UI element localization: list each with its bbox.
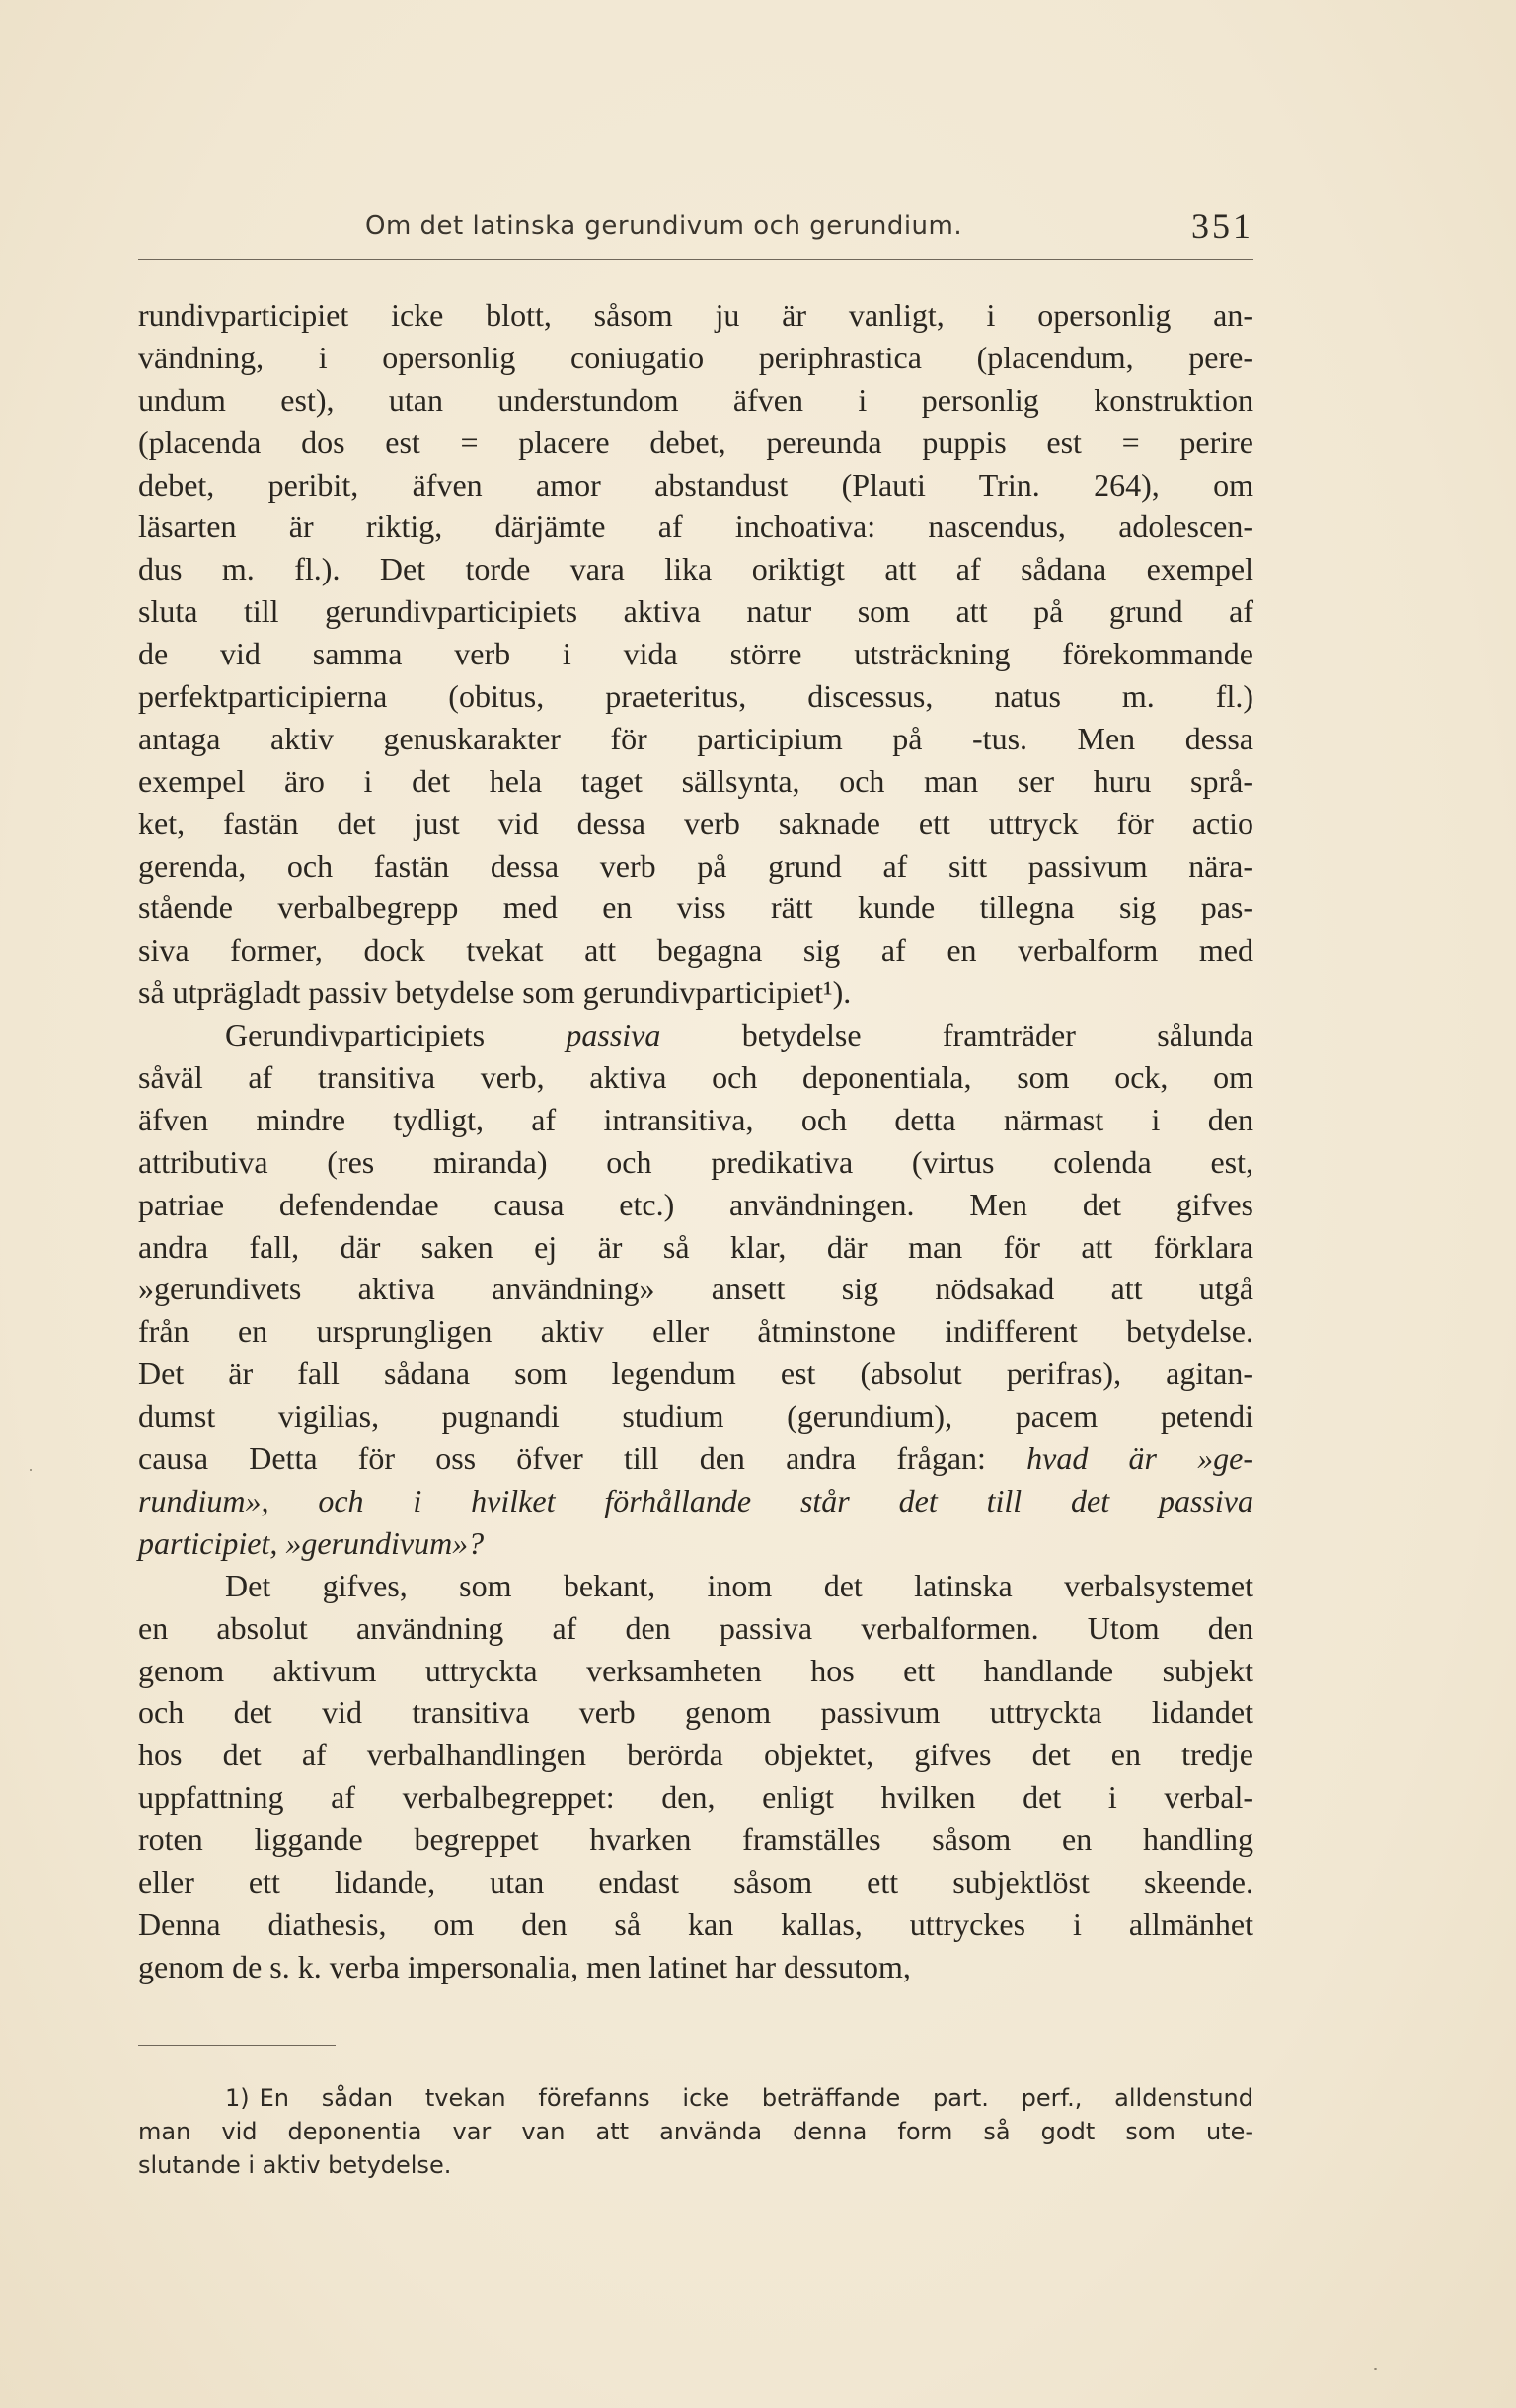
line-text: de vid samma verb i vida större utsträckning förekommande bbox=[138, 636, 1253, 672]
line-text: siva former, dock tvekat att begagna sig af en verbalform med bbox=[138, 932, 1253, 969]
line-italic-text: participiet, »gerundivum»? bbox=[138, 1524, 485, 1561]
text-line bbox=[138, 1946, 1253, 1988]
footnote-line bbox=[138, 2148, 1253, 2182]
line-text: causa Detta för oss öfver till den andra frågan: bbox=[138, 1440, 1027, 1477]
text-line bbox=[138, 1522, 1253, 1565]
text-line bbox=[138, 633, 1253, 675]
text-line bbox=[138, 1861, 1253, 1903]
text-line bbox=[138, 590, 1253, 633]
text-line bbox=[138, 1437, 1253, 1480]
text-line bbox=[138, 1565, 1253, 1607]
line-text: (placenda dos est = placere debet, pereunda puppis est = perire bbox=[138, 424, 1253, 460]
line-text: Gerundivparticipiets bbox=[225, 1017, 567, 1053]
text-line bbox=[138, 548, 1253, 590]
text-line bbox=[138, 1310, 1253, 1353]
line-text: uppfattning af verbalbegreppet: den, enligt hvilken det i verbal- bbox=[138, 1779, 1253, 1816]
line-text: såväl af transitiva verb, aktiva och deponentiala, som ock, om bbox=[138, 1059, 1253, 1096]
text-line bbox=[138, 1184, 1253, 1226]
line-text: dumst vigilias, pugnandi studium (gerundium), pacem petendi bbox=[138, 1398, 1253, 1435]
running-head bbox=[138, 203, 1253, 260]
line-text: roten liggande begreppet hvarken framställes såsom en handling bbox=[138, 1822, 1253, 1858]
text-line bbox=[138, 1268, 1253, 1310]
text-line bbox=[138, 845, 1253, 888]
text-line bbox=[138, 1353, 1253, 1395]
text-line bbox=[138, 337, 1253, 379]
text-line bbox=[138, 1480, 1253, 1522]
text-line bbox=[138, 464, 1253, 506]
line-text: Denna diathesis, om den så kan kallas, uttryckes i allmänhet bbox=[138, 1905, 1253, 1942]
line-text: attributiva (res miranda) och predikativa (virtus colenda est, bbox=[138, 1143, 1253, 1180]
footnote-rule bbox=[138, 2045, 336, 2046]
line-text: en absolut användning af den passiva verbalformen. Utom den bbox=[138, 1609, 1253, 1646]
line-text: genom de s. k. verba impersonalia, men latinet har dessutom, bbox=[138, 1948, 911, 1984]
line-text: »gerundivets aktiva användning» ansett sig nödsakad att utgå bbox=[138, 1271, 1253, 1307]
line-text: antaga aktiv genuskarakter för participium på -tus. Men dessa bbox=[138, 720, 1253, 756]
footnote-text: man vid deponentia var van att använda denna form så godt som ute- bbox=[138, 2118, 1253, 2145]
line-italic-text: hvad är »ge- bbox=[1026, 1440, 1254, 1477]
line-italic-text: rundium», och i hvilket förhållande står det till det passiva bbox=[138, 1482, 1253, 1518]
text-line bbox=[138, 294, 1253, 337]
line-text: Det gifves, som bekant, inom det latinska verbalsystemet bbox=[225, 1567, 1253, 1603]
text-line bbox=[138, 1734, 1253, 1776]
text-line bbox=[138, 1819, 1253, 1861]
line-text: betydelse framträder sålunda bbox=[660, 1017, 1254, 1053]
text-line bbox=[138, 1650, 1253, 1692]
line-text: genom aktivum uttryckta verksamheten hos ett handlande subjekt bbox=[138, 1652, 1253, 1688]
line-text: läsarten är riktig, därjämte af inchoativa: nascendus, adolescen- bbox=[138, 508, 1253, 545]
text-line bbox=[138, 929, 1253, 971]
line-text: undum est), utan understundom äfven i personlig konstruktion bbox=[138, 381, 1253, 418]
text-line bbox=[138, 1141, 1253, 1184]
text-line bbox=[138, 1056, 1253, 1099]
line-text: rundivparticipiet icke blott, såsom ju är vanligt, i opersonlig an- bbox=[138, 297, 1253, 333]
line-text: sluta till gerundivparticipiets aktiva natur som att på grund af bbox=[138, 593, 1253, 630]
footnote-text: En sådan tvekan förefanns icke beträffande part. perf., alldenstund bbox=[259, 2084, 1253, 2112]
line-text: debet, peribit, äfven amor abstandust (Plauti Trin. 264), om bbox=[138, 466, 1253, 503]
text-line bbox=[138, 760, 1253, 803]
footnotes bbox=[138, 2081, 1253, 2182]
footnote-text: slutande i aktiv betydelse. bbox=[138, 2151, 452, 2179]
text-line bbox=[138, 971, 1253, 1014]
text-line bbox=[138, 422, 1253, 464]
line-text: och det vid transitiva verb genom passivum uttryckta lidandet bbox=[138, 1694, 1253, 1731]
line-text: exempel äro i det hela taget sällsynta, och man ser huru språ- bbox=[138, 762, 1253, 799]
speck bbox=[1374, 2368, 1377, 2370]
line-italic-text: passiva bbox=[566, 1017, 661, 1053]
line-text: Det är fall sådana som legendum est (absolut perifras), agitan- bbox=[138, 1356, 1253, 1392]
text-line bbox=[138, 1395, 1253, 1437]
line-text: eller ett lidande, utan endast såsom ett subjektlöst skeende. bbox=[138, 1863, 1253, 1900]
line-text: perfektparticipierna (obitus, praeteritus, discessus, natus m. fl.) bbox=[138, 678, 1253, 715]
line-text: från en ursprungligen aktiv eller åtminstone indifferent betydelse. bbox=[138, 1313, 1253, 1350]
text-line bbox=[138, 379, 1253, 422]
line-text: patriae defendendae causa etc.) användningen. Men det gifves bbox=[138, 1186, 1253, 1222]
text-line bbox=[138, 1776, 1253, 1819]
page-number: 351 bbox=[1191, 206, 1253, 246]
line-text: hos det af verbalhandlingen berörda objektet, gifves det en tredje bbox=[138, 1737, 1253, 1773]
text-line bbox=[138, 803, 1253, 845]
body-text bbox=[138, 294, 1253, 1988]
speck bbox=[30, 1469, 32, 1471]
line-text: dus m. fl.). Det torde vara lika oriktigt att af sådana exempel bbox=[138, 551, 1253, 587]
text-line bbox=[138, 887, 1253, 929]
line-text: äfven mindre tydligt, af intransitiva, och detta närmast i den bbox=[138, 1101, 1253, 1137]
text-line bbox=[138, 718, 1253, 760]
footnote-line bbox=[138, 2081, 1253, 2115]
footnote-marker: 1) bbox=[225, 2084, 250, 2112]
line-text: så utprägladt passiv betydelse som gerundivparticipiet¹). bbox=[138, 974, 852, 1011]
text-line bbox=[138, 1226, 1253, 1269]
text-line bbox=[138, 1607, 1253, 1650]
text-line bbox=[138, 1099, 1253, 1141]
line-text: gerenda, och fastän dessa verb på grund af sitt passivum nära- bbox=[138, 847, 1253, 884]
text-line bbox=[138, 675, 1253, 718]
text-line bbox=[138, 1691, 1253, 1734]
footnote-line bbox=[138, 2115, 1253, 2148]
line-text: andra fall, där saken ej är så klar, där man för att förklara bbox=[138, 1228, 1253, 1265]
line-text: vändning, i opersonlig coniugatio periphrastica (placendum, pere- bbox=[138, 339, 1253, 375]
line-text: ket, fastän det just vid dessa verb saknade ett uttryck för actio bbox=[138, 805, 1253, 841]
text-line bbox=[138, 505, 1253, 548]
text-line bbox=[138, 1903, 1253, 1946]
text-line bbox=[138, 1014, 1253, 1056]
line-text: stående verbalbegrepp med en viss rätt kunde tillegna sig pas- bbox=[138, 890, 1253, 926]
running-title: Om det latinska gerundivum och gerundium. bbox=[365, 211, 963, 241]
